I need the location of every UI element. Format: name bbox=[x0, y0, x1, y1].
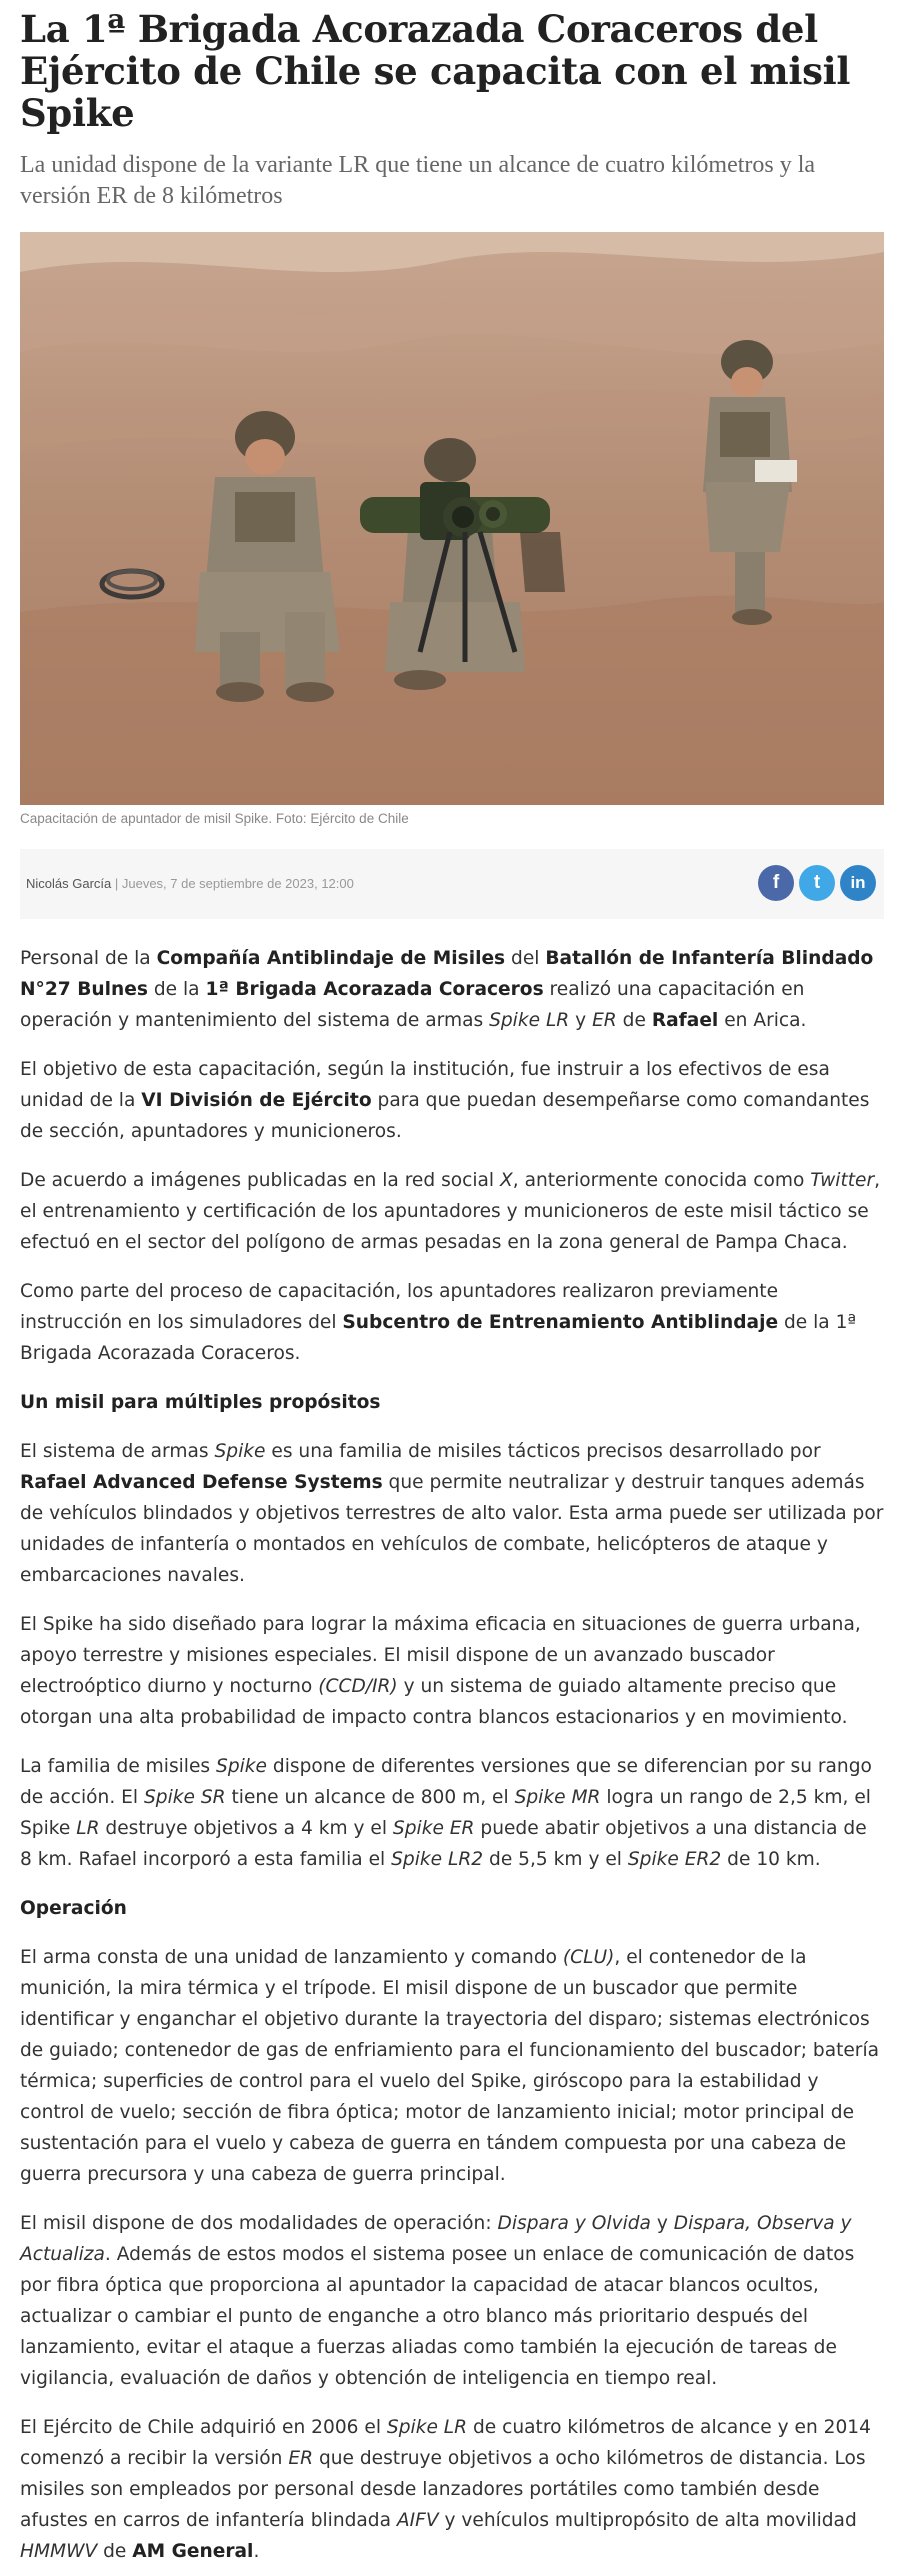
bold-text: Rafael bbox=[651, 1010, 719, 1031]
paragraph bbox=[20, 1165, 884, 1258]
text-run: de la bbox=[147, 979, 206, 1000]
text-run: para que puedan desempeñarse como comandantes de sección, apuntadores y municioneros. bbox=[20, 1090, 870, 1142]
italic-text: (CLU) bbox=[562, 1947, 615, 1968]
article-photo[interactable] bbox=[20, 232, 884, 805]
text-run: El Ejército de Chile adquirió en 2006 el bbox=[20, 2417, 387, 2438]
text-run: , anteriormente conocida como bbox=[512, 1170, 811, 1191]
paragraph bbox=[20, 2208, 884, 2394]
text-run: , el contenedor de la munición, la mira térmica y el trípode. El misil dispone de un buscador que permite identificar y enganchar el objetivo durante la trayectoria del disparo; sistemas electrónicos de guiado; contenedor de gas de enfriamiento para el funcionamiento del buscador; batería térmica; superficies de control para el vuelo del Spike, giróscopo para la estabilidad y control de vuelo; sección de fibra óptica; motor de lanzamiento inicial; motor principal de sustentación para el vuelo y cabeza de guerra en tándem compuesta por una cabeza de guerra precursora y una cabeza de guerra principal. bbox=[20, 1947, 880, 2185]
section-heading: Un misil para múltiples propósitos bbox=[20, 1392, 381, 1413]
italic-text: Spike LR bbox=[489, 1010, 570, 1031]
bold-text: AM General bbox=[132, 2541, 254, 2562]
paragraph bbox=[20, 1751, 884, 1875]
paragraph bbox=[20, 2412, 884, 2567]
text-run: de bbox=[97, 2541, 133, 2562]
italic-text: Spike MR bbox=[514, 1787, 601, 1808]
text-run: Personal de la bbox=[20, 948, 157, 969]
italic-text: ER bbox=[288, 2448, 314, 2469]
share-buttons bbox=[758, 865, 876, 901]
section-heading: Operación bbox=[20, 1898, 127, 1919]
text-run: y bbox=[569, 1010, 593, 1031]
text-run: en Arica. bbox=[718, 1010, 807, 1031]
bold-text: Subcentro de Entrenamiento Antiblindaje bbox=[342, 1312, 779, 1333]
paragraph bbox=[20, 1436, 884, 1591]
byline-separator: | bbox=[111, 876, 122, 891]
italic-text: LR bbox=[76, 1818, 100, 1839]
italic-text: HMMWV bbox=[20, 2541, 98, 2562]
text-run: tiene un alcance de 800 m, el bbox=[225, 1787, 515, 1808]
text-run: Como parte del proceso de capacitación, los apuntadores realizaron previamente instrucción en los simuladores del bbox=[20, 1281, 779, 1333]
text-run: que destruye objetivos a ocho kilómetros de distancia. Los misiles son empleados por personal desde lanzadores portátiles como también desde afustes en carros de infantería blindada bbox=[20, 2448, 866, 2531]
italic-text: Spike bbox=[216, 1756, 267, 1777]
text-run: El misil dispone de dos modalidades de operación: bbox=[20, 2213, 498, 2234]
text-run: destruye objetivos a 4 km y el bbox=[99, 1818, 393, 1839]
linkedin-icon: in bbox=[850, 873, 866, 892]
article-subtitle: La unidad dispone de la variante LR que tiene un alcance de cuatro kilómetros y la versión ER de 8 kilómetros bbox=[20, 152, 816, 209]
paragraph bbox=[20, 1942, 884, 2190]
italic-text: X bbox=[500, 1170, 513, 1191]
twitter-icon: t bbox=[813, 872, 821, 893]
text-run: del bbox=[505, 948, 546, 969]
text-run: y vehículos multipropósito de alta movilidad bbox=[438, 2510, 857, 2531]
italic-text: Spike bbox=[214, 1441, 266, 1462]
italic-text: Dispara, Observa y Actualiza bbox=[20, 2213, 852, 2265]
text-run: realizó una capacitación en operación y mantenimiento del sistema de armas bbox=[20, 979, 805, 1031]
text-run: . bbox=[253, 2541, 260, 2562]
text-run: El arma consta de una unidad de lanzamiento y comando bbox=[20, 1947, 563, 1968]
text-run: logra un rango de 2,5 km, el Spike bbox=[20, 1787, 871, 1839]
paragraph bbox=[20, 1609, 884, 1733]
byline bbox=[26, 876, 354, 891]
italic-text: Twitter bbox=[810, 1170, 875, 1191]
facebook-icon: f bbox=[772, 872, 780, 893]
text-run: de 5,5 km y el bbox=[483, 1849, 628, 1870]
text-run: El objetivo de esta capacitación, según la institución, fue instruir a los efectivos de esa unidad de la bbox=[20, 1059, 830, 1111]
text-run: , el entrenamiento y certificación de los apuntadores y municioneros de este misil táctico se efectuó en el sector del polígono de armas pesadas en la zona general de Pampa Chaca. bbox=[20, 1170, 881, 1253]
text-run: de 10 km. bbox=[721, 1849, 821, 1870]
article-meta-bar bbox=[20, 849, 884, 919]
facebook-share-button[interactable] bbox=[758, 865, 794, 901]
text-run: de cuatro kilómetros de alcance y en 2014 comenzó a recibir la versión bbox=[20, 2417, 871, 2469]
text-run: y bbox=[650, 2213, 674, 2234]
paragraph bbox=[20, 943, 884, 1036]
italic-text: Spike ER bbox=[392, 1818, 475, 1839]
photo-illustration bbox=[20, 232, 884, 805]
linkedin-share-button[interactable] bbox=[840, 865, 876, 901]
text-run: De acuerdo a imágenes publicadas en la red social bbox=[20, 1170, 501, 1191]
italic-text: Spike LR bbox=[386, 2417, 468, 2438]
text-run: dispone de diferentes versiones que se diferencian por su rango de acción. El bbox=[20, 1756, 872, 1808]
text-run: La familia de misiles bbox=[20, 1756, 217, 1777]
text-run: y un sistema de guiado altamente preciso que otorgan una alta probabilidad de impacto contra blancos estacionarios y en movimiento. bbox=[20, 1676, 848, 1728]
bold-text: Batallón de Infantería Blindado N°27 Bulnes bbox=[20, 948, 874, 1000]
italic-text: Spike ER2 bbox=[627, 1849, 722, 1870]
italic-text: Dispara y Olvida bbox=[497, 2213, 651, 2234]
photo-caption: Capacitación de apuntador de misil Spike. Foto: Ejército de Chile bbox=[20, 811, 409, 826]
bold-text: Compañía Antiblindaje de Misiles bbox=[156, 948, 506, 969]
publish-date: Jueves, 7 de septiembre de 2023, 12:00 bbox=[121, 876, 354, 891]
italic-text: AIFV bbox=[396, 2510, 439, 2531]
paragraph bbox=[20, 1054, 884, 1147]
text-run: . Además de estos modos el sistema posee un enlace de comunicación de datos por fibra óptica que proporciona al apuntador la capacidad de atacar blancos ocultos, actualizar o cambiar el punto de enganche a otro blanco más prioritario después del lanzamiento, evitar el ataque a fuerzas aliadas como también la ejecución de tareas de vigilancia, evaluación de daños y obtención de inteligencia en tiempo real. bbox=[20, 2244, 855, 2389]
paragraph bbox=[20, 1276, 884, 1369]
author-link[interactable]: Nicolás García bbox=[26, 876, 112, 891]
italic-text: (CCD/IR) bbox=[318, 1676, 398, 1697]
text-run: El Spike ha sido diseñado para lograr la máxima eficacia en situaciones de guerra urbana, apoyo terrestre y misiones especiales. El misil dispone de un avanzado buscador electroóptico diurno y nocturno bbox=[20, 1614, 861, 1697]
italic-text: Spike SR bbox=[143, 1787, 226, 1808]
text-run: de bbox=[616, 1010, 652, 1031]
text-run: puede abatir objetivos a una distancia de 8 km. Rafael incorporó a esta familia el bbox=[20, 1818, 867, 1870]
article-body bbox=[20, 943, 884, 2567]
text-run: que permite neutralizar y destruir tanques además de vehículos blindados y objetivos terrestres de alto valor. Esta arma puede ser utilizada por unidades de infantería o montados en vehículos de combate, helicópteros de ataque y embarcaciones navales. bbox=[20, 1472, 884, 1586]
twitter-share-button[interactable] bbox=[799, 865, 835, 901]
article-title: La 1ª Brigada Acorazada Coraceros del Ejército de Chile se capacita con el misil Spike bbox=[20, 7, 851, 135]
text-run: El sistema de armas bbox=[20, 1441, 215, 1462]
bold-text: Rafael Advanced Defense Systems bbox=[20, 1472, 383, 1493]
bold-text: 1ª Brigada Acorazada Coraceros bbox=[205, 979, 544, 1000]
italic-text: Spike LR2 bbox=[391, 1849, 484, 1870]
article bbox=[20, 0, 884, 2567]
italic-text: ER bbox=[592, 1010, 617, 1031]
text-run: es una familia de misiles tácticos precisos desarrollado por bbox=[265, 1441, 821, 1462]
text-run: de la 1ª Brigada Acorazada Coraceros. bbox=[20, 1312, 857, 1364]
bold-text: VI División de Ejército bbox=[141, 1090, 372, 1111]
